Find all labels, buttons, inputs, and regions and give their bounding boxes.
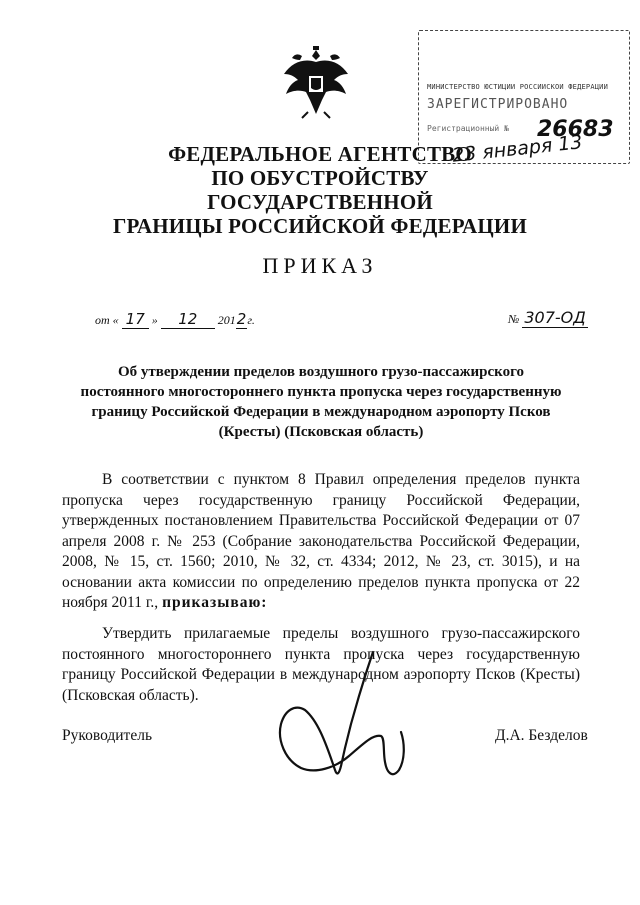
handwritten-registration-date: 23 января 13 bbox=[451, 131, 584, 167]
date-year-prefix: 201 bbox=[217, 313, 236, 327]
date-year-suffix: 2 bbox=[236, 310, 247, 328]
stamp-registered-text: ЗАРЕГИСТРИРОВАНО bbox=[427, 97, 569, 112]
stamp-reg-label: Регистрационный № bbox=[427, 124, 509, 133]
resolution-paragraph: Утвердить прилагаемые пределы воздушного грузо-пассажирского постоянного многостороннего пункта пропуска через государственную границу Российской Федерации в международном аэропорту Псков (Кресты) (Псковская область). bbox=[62, 625, 580, 704]
stamp-ministry-text: МИНИСТЕРСТВО ЮСТИЦИИ РОССИЙСКОЙ ФЕДЕРАЦИИ bbox=[427, 83, 608, 91]
signatory-role: Руководитель bbox=[62, 727, 153, 744]
state-emblem-icon bbox=[278, 40, 354, 120]
stamp-reg-number: 26683 bbox=[537, 117, 614, 142]
order-number bbox=[508, 308, 588, 327]
date-suffix: г. bbox=[247, 313, 255, 327]
agency-line-1: ФЕДЕРАЛЬНОЕ АГЕНТСТВО bbox=[168, 142, 472, 166]
order-word: приказываю: bbox=[162, 594, 268, 611]
number-value: 307-ОД bbox=[524, 308, 586, 327]
preamble-text: В соответствии с пунктом 8 Правил определения пределов пункта пропуска через государственную границу Российской Федерации, утвержденных постановлением Правительства Российской Федерации от 07 апреля 2008 г. № 253 (Собрание законодательства Российской Федерации, 2008, № 15, ст. 1560; 2010, № 32, ст. 4334; 2012, № 23, ст. 3015), и на основании акта комиссии по определению пределов пункта пропуска от 22 ноября 2011 г., bbox=[62, 471, 580, 611]
date-day: 17 bbox=[122, 310, 149, 329]
agency-line-3: ГРАНИЦЫ РОССИЙСКОЙ ФЕДЕРАЦИИ bbox=[112, 214, 528, 238]
signatory-name: Д.А. Безделов bbox=[495, 727, 588, 744]
order-subject: Об утверждении пределов воздушного грузо-пассажирского постоянного многостороннего пункта пропуска через государственную границу Российской Федерации в международном аэропорту Псков (Кресты) (Псковская область) bbox=[80, 364, 562, 440]
date-month: 12 bbox=[161, 310, 215, 329]
order-date bbox=[95, 310, 255, 329]
document-type-title: ПРИКАЗ bbox=[262, 253, 378, 278]
handwritten-signature bbox=[255, 640, 455, 790]
number-prefix: № bbox=[508, 312, 520, 326]
preamble-paragraph bbox=[62, 470, 580, 614]
agency-line-2: ПО ОБУСТРОЙСТВУ ГОСУДАРСТВЕННОЙ bbox=[207, 166, 433, 214]
date-mid: » bbox=[151, 313, 158, 327]
date-prefix: от « bbox=[95, 313, 119, 327]
